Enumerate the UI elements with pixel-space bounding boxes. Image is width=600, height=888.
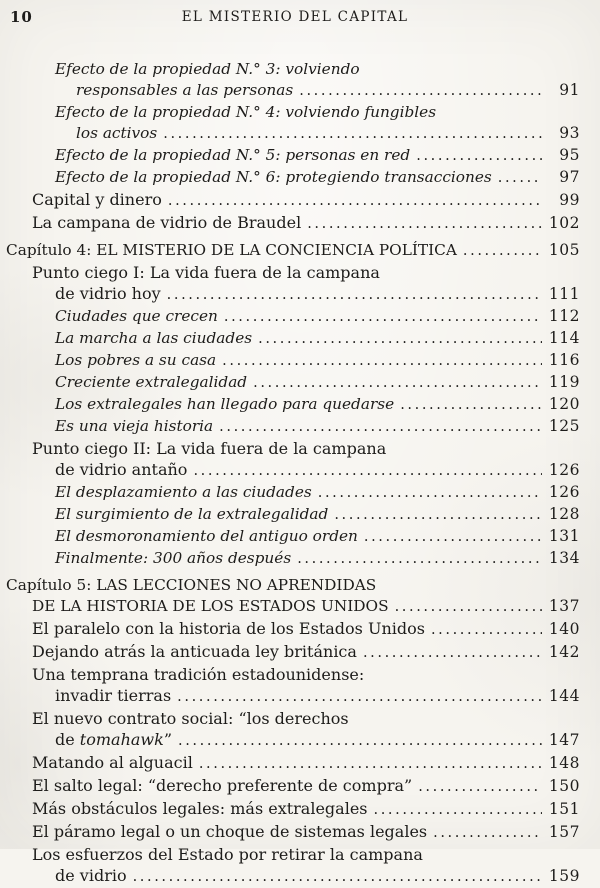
toc-entry-text: Dejando atrás la anticuada ley británica xyxy=(32,642,357,661)
toc-entry-text: de vidrio xyxy=(55,866,127,885)
dot-leader xyxy=(368,800,542,821)
dot-leader xyxy=(218,307,542,328)
toc-page-number: 142 xyxy=(548,643,580,661)
toc-row xyxy=(0,240,580,262)
toc-entry-text: Efecto de la propiedad N.° 3: volviendo xyxy=(55,60,360,78)
toc-page-number: 150 xyxy=(548,777,580,795)
dot-leader xyxy=(162,191,542,212)
toc-row xyxy=(0,821,580,844)
toc-row xyxy=(0,394,580,416)
dot-leader xyxy=(389,597,542,618)
toc-row xyxy=(0,59,580,80)
toc-entry-text: Los pobres a su casa xyxy=(55,351,217,369)
dot-leader xyxy=(394,395,542,416)
toc-page-number: 157 xyxy=(548,823,580,841)
toc-page-number: 120 xyxy=(548,395,580,413)
toc-page-number: 114 xyxy=(548,329,580,347)
toc-entry-text: Finalmente: 300 años después xyxy=(55,549,292,567)
toc-row xyxy=(0,865,580,888)
toc-row xyxy=(0,306,580,328)
toc-page-number: 126 xyxy=(548,461,580,479)
toc-entry-text: El páramo legal o un choque de sistemas legales xyxy=(32,822,428,841)
toc-row xyxy=(0,459,580,482)
toc-page-number: 99 xyxy=(559,191,580,209)
dot-leader xyxy=(425,620,542,641)
toc-entry-text: Más obstáculos legales: más extralegales xyxy=(32,799,368,818)
toc-page-number: 91 xyxy=(559,81,580,99)
toc-entry-text: El nuevo contrato social: “los derechos xyxy=(32,709,349,728)
toc-page-number: 134 xyxy=(548,549,580,567)
toc-entry-text: Punto ciego I: La vida fuera de la campana xyxy=(32,263,380,282)
toc-page-number: 112 xyxy=(548,307,580,325)
page-number: 10 xyxy=(10,8,33,26)
dot-leader xyxy=(193,754,542,775)
dot-leader xyxy=(457,241,542,262)
toc-row xyxy=(0,775,580,798)
toc-entry-text: El salto legal: “derecho preferente de compra” xyxy=(32,776,413,795)
page-header xyxy=(10,8,580,28)
toc-entry-text: de vidrio hoy xyxy=(55,284,161,303)
dot-leader xyxy=(157,124,542,145)
toc-page-number: 97 xyxy=(559,168,580,186)
toc-entry-text: Creciente extralegalidad xyxy=(55,373,248,391)
toc-entry-text: Capital y dinero xyxy=(32,190,162,209)
toc-row xyxy=(0,575,580,596)
dot-leader xyxy=(252,329,542,350)
dot-leader xyxy=(358,527,542,548)
toc-row xyxy=(0,372,580,394)
toc-page-number: 148 xyxy=(548,754,580,772)
dot-leader xyxy=(410,146,542,167)
dot-leader xyxy=(172,731,542,752)
dot-leader xyxy=(301,214,542,235)
toc-row xyxy=(0,189,580,212)
toc-page-number: 147 xyxy=(548,731,580,749)
toc-entry-text: Los esfuerzos del Estado por retirar la campana xyxy=(32,845,423,864)
toc-entry-text: de vidrio antaño xyxy=(55,460,188,479)
toc-row xyxy=(0,416,580,438)
dot-leader xyxy=(328,505,542,526)
toc-page-number: 116 xyxy=(548,351,580,369)
toc-page-number: 95 xyxy=(559,146,580,164)
toc-row xyxy=(0,685,580,708)
running-title: EL MISTERIO DEL CAPITAL xyxy=(181,9,409,25)
toc-entry-text: La campana de vidrio de Braudel xyxy=(32,213,302,232)
toc-row xyxy=(0,504,580,526)
dot-leader xyxy=(291,549,542,570)
toc-entry-text: responsables a las personas xyxy=(76,81,294,99)
toc-row xyxy=(0,526,580,548)
toc-entry-text: Ciudades que crecen xyxy=(55,307,218,325)
toc-page-number: 93 xyxy=(559,124,580,142)
toc-entry-text: Los extralegales han llegado para quedarse xyxy=(55,395,395,413)
dot-leader xyxy=(247,373,542,394)
toc-entry-text: Efecto de la propiedad N.° 4: volviendo fungibles xyxy=(55,103,437,121)
toc-row xyxy=(0,102,580,123)
toc-row xyxy=(0,328,580,350)
toc-entry-text: Una temprana tradición estadounidense: xyxy=(32,665,365,684)
toc-page-number: 144 xyxy=(548,687,580,705)
toc-row xyxy=(0,664,580,685)
toc-entry-text: Matando al alguacil xyxy=(32,753,193,772)
toc-entry-text: invadir tierras xyxy=(55,686,172,705)
toc-row xyxy=(0,123,580,145)
toc-row xyxy=(0,708,580,729)
dot-leader xyxy=(492,168,542,189)
toc-page-number: 151 xyxy=(548,800,580,818)
toc-page-number: 140 xyxy=(548,620,580,638)
toc-entry-text: La marcha a las ciudades xyxy=(55,329,253,347)
toc-row xyxy=(0,212,580,235)
toc-page-number: 128 xyxy=(548,505,580,523)
toc-page-number: 126 xyxy=(548,483,580,501)
toc-row xyxy=(0,167,580,189)
toc-page-number: 125 xyxy=(548,417,580,435)
toc-row xyxy=(0,438,580,459)
toc-page-number: 137 xyxy=(548,597,580,615)
toc-entry-text: El paralelo con la historia de los Estados Unidos xyxy=(32,619,425,638)
toc-row xyxy=(0,844,580,865)
dot-leader xyxy=(357,643,542,664)
dot-leader xyxy=(216,351,542,372)
toc-entry-text: Es una vieja historia xyxy=(55,417,214,435)
toc-row xyxy=(0,641,580,664)
toc-row xyxy=(0,80,580,102)
dot-leader xyxy=(127,867,542,888)
toc-entry-text: los activos xyxy=(76,124,158,142)
dot-leader xyxy=(312,483,542,504)
toc-row xyxy=(0,262,580,283)
toc-page-number: 105 xyxy=(548,241,580,259)
toc-row xyxy=(0,618,580,641)
toc-entry-text: Capítulo 4: EL MISTERIO DE LA CONCIENCIA POLÍTICA xyxy=(6,241,457,259)
dot-leader xyxy=(427,823,542,844)
toc-row xyxy=(0,729,580,752)
toc-page-number: 119 xyxy=(548,373,580,391)
toc-row xyxy=(0,350,580,372)
toc-row xyxy=(0,752,580,775)
toc-page-number: 131 xyxy=(548,527,580,545)
dot-leader xyxy=(293,81,542,102)
toc-row xyxy=(0,283,580,306)
toc-entry-text: Punto ciego II: La vida fuera de la campana xyxy=(32,439,387,458)
toc-entry-text: El desplazamiento a las ciudades xyxy=(55,483,312,501)
dot-leader xyxy=(171,687,542,708)
toc-row xyxy=(0,145,580,167)
toc-page-number: 102 xyxy=(548,214,580,232)
dot-leader xyxy=(187,461,542,482)
toc xyxy=(0,59,600,888)
toc-entry-text: DE LA HISTORIA DE LOS ESTADOS UNIDOS xyxy=(32,597,389,615)
toc-entry-text: Efecto de la propiedad N.° 5: personas en red xyxy=(55,146,411,164)
toc-page-number: 159 xyxy=(548,867,580,885)
toc-row xyxy=(0,798,580,821)
dot-leader xyxy=(213,417,542,438)
toc-row xyxy=(0,482,580,504)
toc-entry-text: El surgimiento de la extralegalidad xyxy=(55,505,329,523)
toc-entry-text: de tomahawk” xyxy=(55,730,172,749)
toc-row xyxy=(0,548,580,570)
dot-leader xyxy=(161,285,542,306)
toc-row xyxy=(0,596,580,618)
toc-page-number: 111 xyxy=(548,285,580,303)
toc-entry-text: El desmoronamiento del antiguo orden xyxy=(55,527,358,545)
toc-entry-text: Capítulo 5: LAS LECCIONES NO APRENDIDAS xyxy=(6,576,377,594)
dot-leader xyxy=(412,777,542,798)
toc-entry-text: Efecto de la propiedad N.° 6: protegiendo transacciones xyxy=(55,168,492,186)
